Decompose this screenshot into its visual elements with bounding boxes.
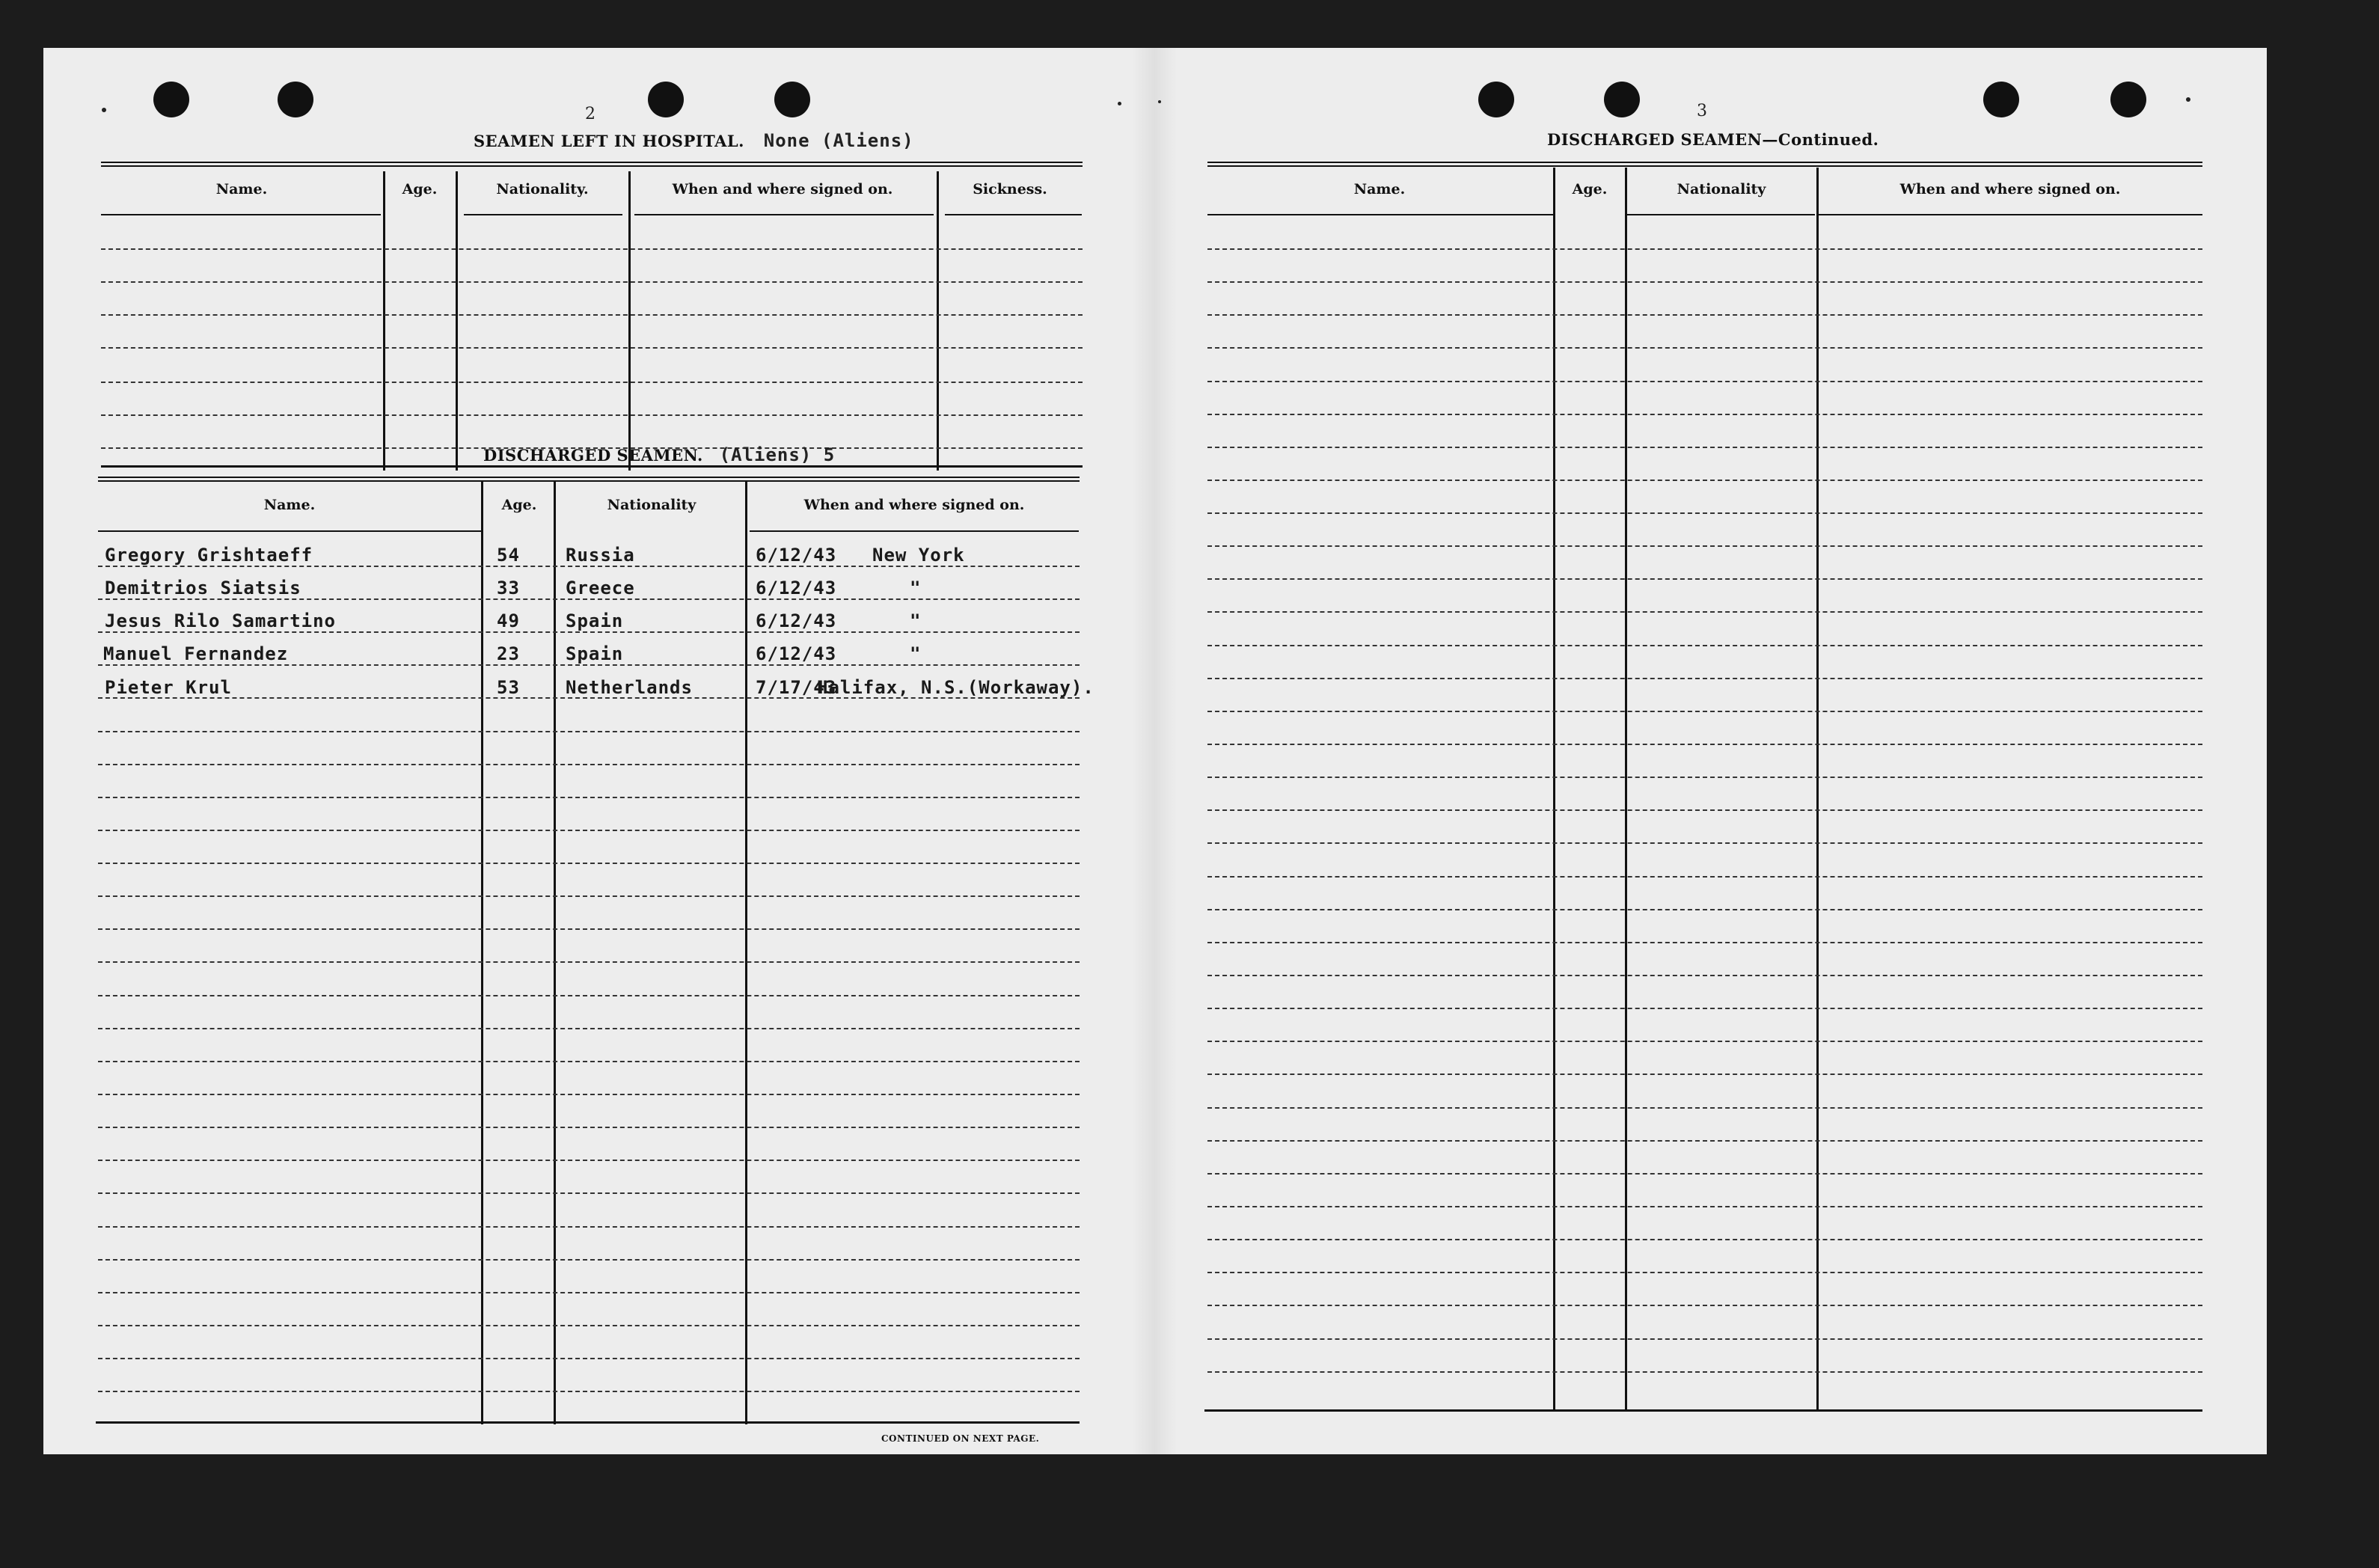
right-col-signed-on: When and where signed on.	[1899, 181, 2121, 197]
ruled-line	[98, 1028, 1080, 1029]
cell-nationality: Russia	[566, 545, 635, 566]
continued-footnote: CONTINUED ON NEXT PAGE.	[881, 1433, 1040, 1444]
discharged-section-title	[483, 444, 835, 465]
hospital-table-top-rule	[101, 162, 1083, 167]
ruled-line	[1207, 1107, 2202, 1109]
ruled-line	[1207, 1173, 2202, 1175]
ruled-line	[98, 1127, 1080, 1128]
header-underline	[1818, 214, 2202, 215]
cell-signed-date: 6/12/43	[756, 643, 837, 664]
ruled-line	[98, 928, 1080, 930]
speck	[1158, 100, 1161, 103]
cell-nationality: Spain	[566, 610, 624, 631]
cell-signed-place: New York	[872, 545, 965, 566]
ruled-line	[101, 281, 1083, 283]
discharged-table-bottom-rule	[96, 1421, 1080, 1424]
hospital-col-sickness: Sickness.	[973, 181, 1047, 197]
cell-name: Pieter Krul	[105, 677, 232, 698]
ruled-line	[98, 598, 1080, 600]
ruled-line	[98, 1160, 1080, 1161]
ruled-line	[98, 1259, 1080, 1261]
ruled-line	[1207, 347, 2202, 349]
ruled-line	[98, 995, 1080, 996]
column-divider	[937, 171, 939, 471]
ruled-line	[98, 895, 1080, 897]
ruled-line	[1207, 447, 2202, 448]
ruled-line	[98, 797, 1080, 798]
ruled-line	[98, 1391, 1080, 1392]
ruled-line	[1207, 1338, 2202, 1340]
ruled-line	[98, 631, 1080, 633]
ruled-line	[1207, 909, 2202, 910]
header-underline	[101, 214, 381, 215]
cell-signed-date: 6/12/43	[756, 545, 837, 566]
cell-name: Jesus Rilo Samartino	[105, 610, 336, 631]
ruled-line	[1207, 1272, 2202, 1273]
ruled-line	[1207, 678, 2202, 679]
column-divider	[383, 171, 385, 471]
cell-signed-date: 7/17/43	[756, 677, 837, 698]
punch-hole	[774, 82, 810, 117]
ruled-line	[98, 1325, 1080, 1326]
ruled-line	[1207, 414, 2202, 415]
hospital-typed-entry: None (Aliens)	[763, 130, 914, 151]
punch-hole	[1478, 82, 1514, 117]
ruled-line	[1207, 1371, 2202, 1373]
discharged-col-name: Name.	[263, 497, 316, 513]
ruled-line	[101, 347, 1083, 349]
ruled-line	[98, 1061, 1080, 1062]
ruled-line	[1207, 777, 2202, 778]
hospital-col-signed-on: When and where signed on.	[672, 181, 893, 197]
right-col-name: Name.	[1353, 181, 1406, 197]
column-divider	[628, 171, 631, 471]
hospital-col-age: Age.	[402, 181, 438, 197]
ruled-line	[98, 1226, 1080, 1228]
column-divider	[1625, 168, 1627, 1411]
right-table-bottom-rule	[1204, 1409, 2202, 1412]
discharged-typed-entry: (Aliens) 5	[719, 444, 836, 465]
cell-signed-place: "	[910, 610, 922, 631]
header-underline	[634, 214, 934, 215]
ruled-line	[1207, 975, 2202, 976]
right-col-age: Age.	[1572, 181, 1608, 197]
ruled-line	[1207, 281, 2202, 283]
cell-signed-place: "	[910, 578, 922, 598]
discharged-table-top-rule	[98, 477, 1080, 482]
punch-hole	[2110, 82, 2146, 117]
ruled-line	[98, 764, 1080, 765]
ruled-line	[1207, 248, 2202, 250]
column-divider	[1816, 168, 1819, 1411]
page-number: 2	[585, 105, 595, 123]
cell-signed-place: "	[910, 643, 922, 664]
ruled-line	[1207, 314, 2202, 316]
cell-age: 53	[497, 677, 520, 698]
ruled-line	[1207, 809, 2202, 811]
punch-hole	[648, 82, 684, 117]
cell-signed-date: 6/12/43	[756, 578, 837, 598]
right-page-title: DISCHARGED SEAMEN—Continued.	[1547, 130, 1879, 149]
ruled-line	[1207, 842, 2202, 844]
ruled-line	[1207, 1206, 2202, 1207]
header-underline	[98, 530, 481, 532]
ruled-line	[1207, 1239, 2202, 1240]
ruled-line	[98, 1192, 1080, 1194]
ruled-line	[98, 731, 1080, 732]
cell-signed-place: Halifax, N.S.(Workaway).	[817, 677, 1094, 698]
cell-name: Manuel Fernandez	[103, 643, 289, 664]
document-sheet	[43, 48, 2267, 1454]
header-underline	[945, 214, 1082, 215]
ruled-line	[1207, 711, 2202, 712]
punch-hole	[1983, 82, 2019, 117]
ruled-line	[101, 248, 1083, 250]
header-underline	[1626, 214, 1815, 215]
cell-nationality: Greece	[566, 578, 635, 598]
speck	[1118, 102, 1121, 105]
cell-age: 54	[497, 545, 520, 566]
ruled-line	[98, 863, 1080, 864]
ruled-line	[98, 961, 1080, 963]
cell-signed-date: 6/12/43	[756, 610, 837, 631]
cell-age: 23	[497, 643, 520, 664]
ruled-line	[1207, 545, 2202, 547]
ruled-line	[1207, 480, 2202, 481]
ruled-line	[1207, 381, 2202, 382]
ruled-line	[98, 566, 1080, 567]
discharged-col-age: Age.	[501, 497, 537, 513]
header-underline	[750, 530, 1079, 532]
cell-name: Gregory Grishtaeff	[105, 545, 313, 566]
hospital-col-nationality: Nationality.	[496, 181, 589, 197]
ruled-line	[1207, 1008, 2202, 1009]
punch-hole	[1604, 82, 1640, 117]
cell-nationality: Spain	[566, 643, 624, 664]
hospital-table-bottom-rule	[101, 465, 1083, 468]
ruled-line	[1207, 876, 2202, 878]
speck	[2186, 97, 2190, 102]
ruled-line	[98, 1094, 1080, 1095]
column-divider	[456, 171, 458, 471]
ruled-line	[1207, 1074, 2202, 1075]
ruled-line	[98, 1358, 1080, 1359]
speck	[102, 108, 106, 112]
ruled-line	[98, 664, 1080, 666]
ruled-line	[1207, 744, 2202, 745]
header-underline	[464, 214, 622, 215]
punch-hole	[278, 82, 313, 117]
ruled-line	[101, 314, 1083, 316]
ruled-line	[101, 382, 1083, 383]
ruled-line	[101, 414, 1083, 416]
hospital-col-name: Name.	[215, 181, 268, 197]
header-underline	[1207, 214, 1553, 215]
cell-name: Demitrios Siatsis	[105, 578, 301, 598]
discharged-col-nationality: Nationality	[607, 497, 696, 513]
ruled-line	[1207, 1041, 2202, 1042]
ruled-line	[1207, 512, 2202, 514]
ruled-line	[1207, 942, 2202, 943]
ruled-line	[1207, 611, 2202, 613]
discharged-col-signed-on: When and where signed on.	[803, 497, 1025, 513]
cell-age: 49	[497, 610, 520, 631]
page-number: 3	[1697, 102, 1707, 120]
ruled-line	[1207, 1305, 2202, 1306]
ruled-line	[98, 1292, 1080, 1293]
ruled-line	[1207, 1140, 2202, 1142]
cell-age: 33	[497, 578, 520, 598]
hospital-section-title	[474, 130, 914, 151]
hospital-title-text: SEAMEN LEFT IN HOSPITAL.	[474, 132, 744, 150]
cell-nationality: Netherlands	[566, 677, 693, 698]
discharged-title-text: DISCHARGED SEAMEN.	[483, 446, 703, 465]
right-col-nationality: Nationality	[1677, 181, 1766, 197]
column-divider	[554, 482, 556, 1424]
column-divider	[745, 482, 747, 1424]
column-divider	[481, 482, 483, 1424]
page-fold	[1132, 48, 1177, 1454]
ruled-line	[1207, 578, 2202, 580]
column-divider	[1553, 168, 1555, 1411]
ruled-line	[98, 830, 1080, 831]
ruled-line	[1207, 645, 2202, 646]
right-table-top-rule	[1207, 162, 2202, 167]
punch-hole	[153, 82, 189, 117]
